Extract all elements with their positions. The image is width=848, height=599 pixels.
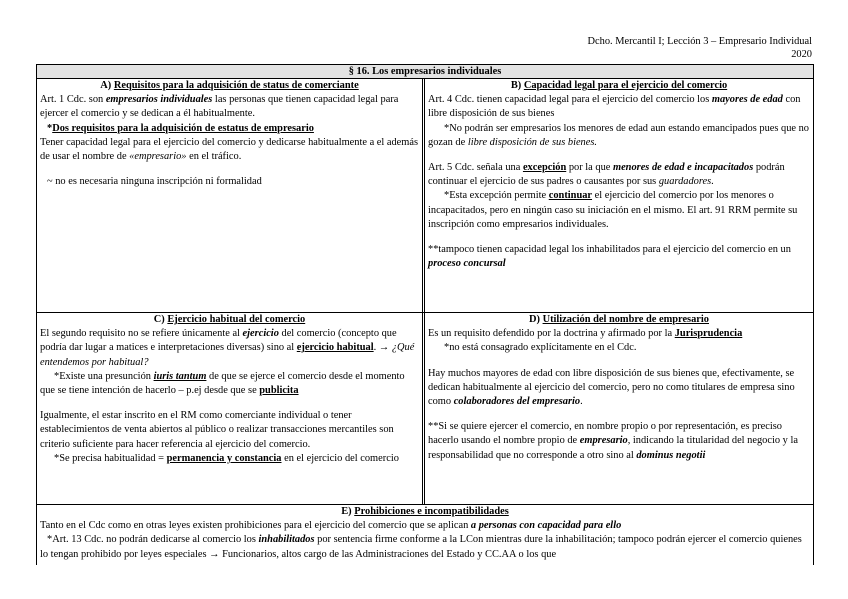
section-e-heading: E) Prohibiciones e incompatibilidades: [341, 506, 509, 517]
section-c-p4: *Se precisa habitualidad = permanencia y constancia en el ejercicio del comercio: [54, 452, 399, 464]
section-e-title: Prohibiciones e incompatibilidades: [354, 506, 509, 517]
table-title: § 16. Los empresarios individuales: [37, 65, 813, 79]
section-c-p2: *Existe una presunción iuris tantum de que se ejerce el comercio desde el momento que se tiene intención de hacerlo – p.ej desde que se publicita: [40, 370, 405, 397]
section-b: [425, 79, 813, 312]
section-d-heading: D) Utilización del nombre de empresario: [528, 314, 709, 325]
section-d-p1: Es un requisito defendido por la doctrina y afirmado por la Jurisprudencia: [428, 328, 743, 340]
section-d-p3: Hay muchos mayores de edad con libre disposición de sus bienes que, efectivamente, se dedican habitualmente al ejercicio del comercio, pero no como titulares de empresa sino como colaboradores del empresario.: [428, 367, 795, 408]
section-a-heading: A) Requisitos para la adquisición de status de comerciante: [100, 80, 359, 91]
year: 2020: [791, 49, 812, 60]
section-e-p2: *Art. 13 Cdc. no podrán dedicarse al comercio los inhabilitados por sentencia firme conforme a la LCon mientras dure la inhabilitación; tampoco podrán ejercer el comercio quienes lo tengan prohibido por leyes especiales → Funcionarios, altos cargo de las Administraciones del Estado y CC.AA o los que: [40, 534, 802, 560]
section-a-subtitle: *Dos requisitos para la adquisición de estatus de empresario: [47, 122, 314, 134]
section-d-p2: *no está consagrado explícitamente en el Cdc.: [444, 342, 637, 354]
section-b-p2: *No podrán ser empresarios los menores de edad aun estando emancipados pues que no gozan de libre disposición de sus bienes.: [428, 122, 810, 148]
section-c: [37, 313, 425, 504]
section-b-title: Capacidad legal para el ejercicio del comercio: [523, 80, 728, 91]
section-e: [37, 505, 813, 565]
section-a-title: Requisitos para la adquisición de status de comerciante: [113, 80, 359, 91]
section-a-p4: ~ no es necesaria ninguna inscripción ni formalidad: [47, 176, 262, 188]
section-b-p3: Art. 5 Cdc. señala una excepción por la que menores de edad e incapacitados podrán continuar el ejercicio de sus padres o causantes por sus guardadores.: [428, 162, 785, 188]
section-e-p1: Tanto en el Cdc como en otras leyes existen prohibiciones para el ejercicio del comercio que se aplican a personas con capacidad para ello: [40, 520, 622, 532]
section-c-p3: Igualmente, el estar inscrito en el RM como comerciante individual o tener establecimientos de venta abiertos al público o realizar transacciones mercantiles son criterio suficiente para hacer referencia al ejercicio del comercio.: [40, 410, 394, 450]
section-c-heading: C) Ejercicio habitual del comercio: [153, 314, 306, 325]
section-b-p5: **tampoco tienen capacidad legal los inhabilitados para el ejercicio del comercio en un proceso concursal: [428, 244, 791, 270]
notes-table: [36, 64, 814, 565]
section-d-p4: **Si se quiere ejercer el comercio, en nombre propio o por representación, es preciso hacerlo usando el nombre propio de empresario, indicando la titularidad del negocio y la responsabilidad que no corresponde a otro sino al dominus negotii: [428, 421, 798, 461]
section-b-p4: *Esta excepción permite continuar el ejercicio del comercio por los menores o incapacitados, pero en ningún caso su iniciación en el mismo. El art. 91 RRM permite su inscripción como empresarios individuales.: [428, 190, 798, 230]
course-line: Dcho. Mercantil I; Lección 3 – Empresario Individual: [587, 36, 812, 47]
section-b-heading: B) Capacidad legal para el ejercicio del comercio: [510, 80, 728, 91]
section-b-p1: Art. 4 Cdc. tienen capacidad legal para el ejercicio del comercio los mayores de edad con libre disposición de sus bienes: [428, 94, 801, 120]
section-c-p1: El segundo requisito no se refiere únicamente al ejercicio del comercio (concepto que podría dar lugar a matices e interpretaciones diversas) sino al ejercicio habitual. → ¿Qué entendemos por habitual?: [40, 328, 415, 368]
section-a-p1: Art. 1 Cdc. son empresarios individuales las personas que tienen capacidad legal para ejercer el comercio y se dedican a él habitualmente.: [40, 94, 399, 120]
document-header: [588, 35, 812, 61]
section-c-title: Ejercicio habitual del comercio: [167, 314, 306, 325]
section-a: [37, 79, 425, 312]
section-d: [425, 313, 813, 504]
table-row-ab: [37, 79, 813, 313]
table-row-cd: [37, 313, 813, 505]
section-d-title: Utilización del nombre de empresario: [542, 314, 709, 325]
section-a-p3: Tener capacidad legal para el ejercicio del comercio y dedicarse habitualmente a el además de usar el nombre de «empresario» en el tráfico.: [40, 136, 419, 163]
